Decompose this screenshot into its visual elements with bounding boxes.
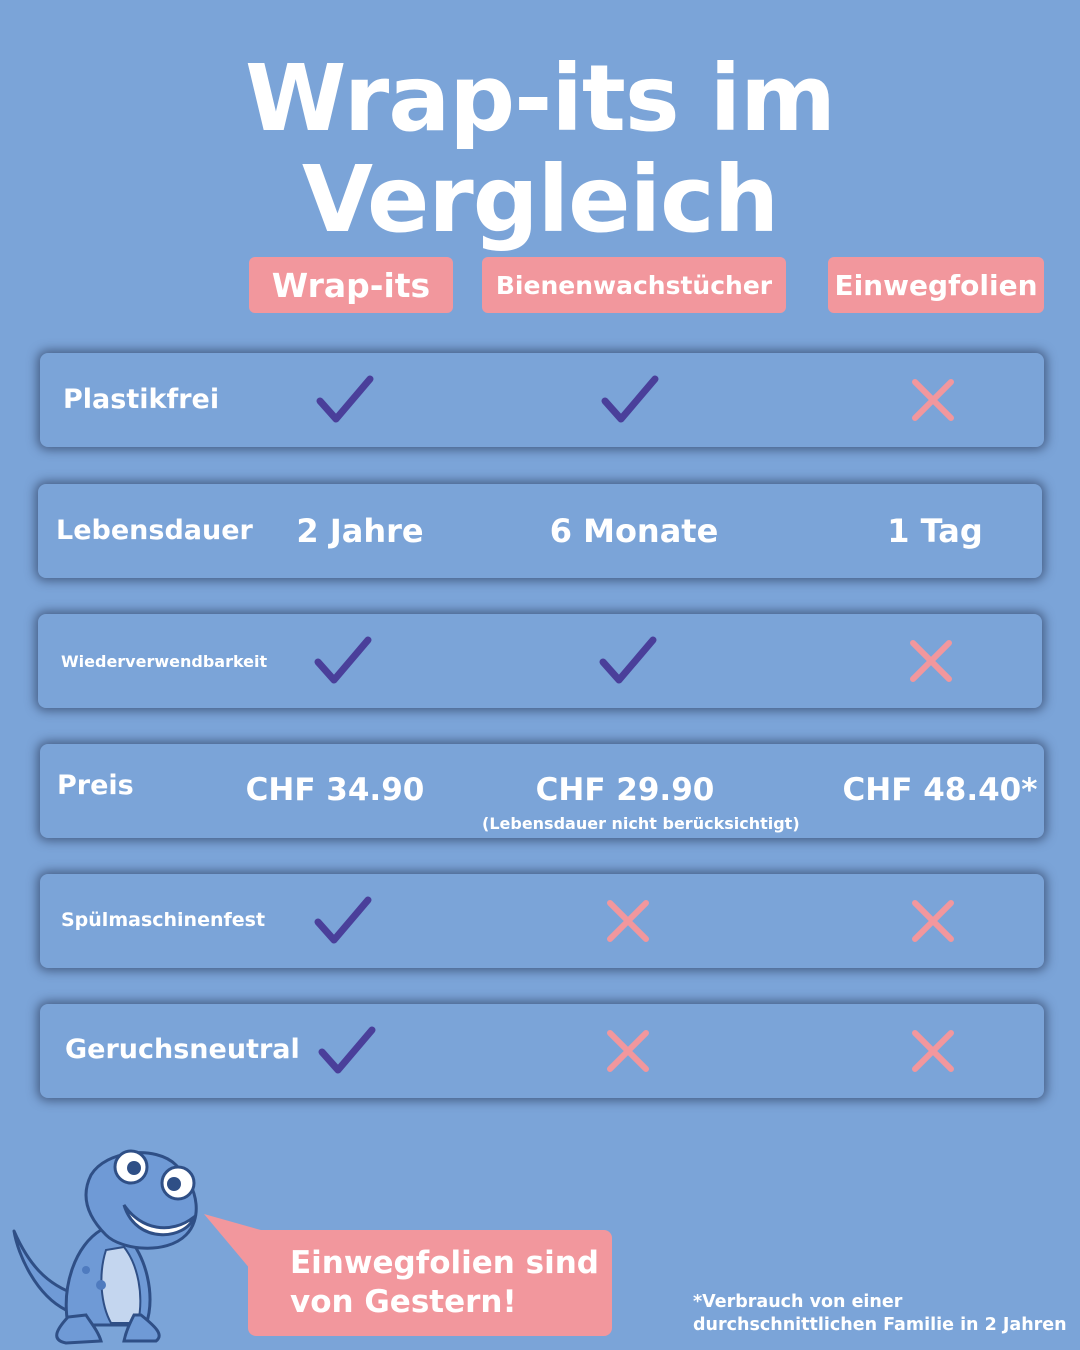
footnote-line: durchschnittlichen Familie in 2 Jahren — [693, 1314, 1067, 1335]
table-row-preis — [40, 744, 1044, 838]
check-icon — [318, 1026, 376, 1076]
cell-bienenwachstuecher — [593, 1004, 663, 1098]
cell-einwegfolien — [896, 614, 966, 708]
check-icon — [316, 375, 374, 425]
cell-bienenwachstuecher — [593, 874, 663, 968]
cell-bienenwachstuecher: CHF 29.90 — [535, 772, 715, 808]
table-row-plastikfrei — [40, 353, 1044, 447]
cell-einwegfolien — [898, 353, 968, 447]
speech-bubble-text — [290, 1244, 610, 1323]
row-label: Spülmaschinenfest — [61, 909, 266, 931]
cell-einwegfolien — [898, 1004, 968, 1098]
cross-icon — [910, 377, 956, 423]
price-note: (Lebensdauer nicht berücksichtigt) — [482, 814, 800, 833]
column-header-wrap-its: Wrap-its — [249, 257, 453, 313]
row-label: Geruchsneutral — [65, 1034, 300, 1065]
table-row-lebensdauer — [38, 484, 1042, 578]
column-header-bienenwachstuecher: Bienenwachstücher — [482, 257, 786, 313]
cell-wrap-its: CHF 34.90 — [245, 772, 425, 808]
speech-bubble-line: von Gestern! — [290, 1284, 517, 1321]
check-icon — [314, 896, 372, 946]
column-header-einwegfolien: Einwegfolien — [828, 257, 1044, 313]
footnote — [693, 1291, 1067, 1337]
table-row-wiederverwendbarkeit — [38, 614, 1042, 708]
cell-einwegfolien — [898, 874, 968, 968]
row-label: Preis — [57, 770, 134, 801]
footnote-line: *Verbrauch von einer — [693, 1292, 903, 1312]
cross-icon — [910, 898, 956, 944]
cross-icon — [605, 898, 651, 944]
cell-wrap-its — [308, 874, 378, 968]
lizard-mascot-icon — [6, 1135, 211, 1350]
speech-bubble — [248, 1230, 612, 1336]
check-icon — [601, 375, 659, 425]
cell-einwegfolien: CHF 48.40* — [842, 772, 1038, 808]
cell-wrap-its — [310, 353, 380, 447]
cross-icon — [605, 1028, 651, 1074]
cross-icon — [910, 1028, 956, 1074]
check-icon — [599, 636, 657, 686]
cell-bienenwachstuecher — [593, 614, 663, 708]
speech-bubble-line: Einwegfolien sind — [290, 1245, 599, 1281]
row-label: Plastikfrei — [63, 384, 220, 415]
cell-bienenwachstuecher: 6 Monate — [549, 512, 719, 550]
row-label: Wiederverwendbarkeit — [61, 652, 268, 671]
cell-wrap-its — [308, 614, 378, 708]
cell-wrap-its: 2 Jahre — [296, 512, 424, 550]
table-row-spuelmaschinenfest — [40, 874, 1044, 968]
check-icon — [314, 636, 372, 686]
page-title: Wrap-its im Vergleich — [244, 45, 836, 254]
cell-einwegfolien: 1 Tag — [887, 512, 983, 550]
cross-icon — [908, 638, 954, 684]
table-row-geruchsneutral — [40, 1004, 1044, 1098]
row-label: Lebensdauer — [56, 515, 253, 546]
cell-wrap-its — [312, 1004, 382, 1098]
cell-bienenwachstuecher — [595, 353, 665, 447]
